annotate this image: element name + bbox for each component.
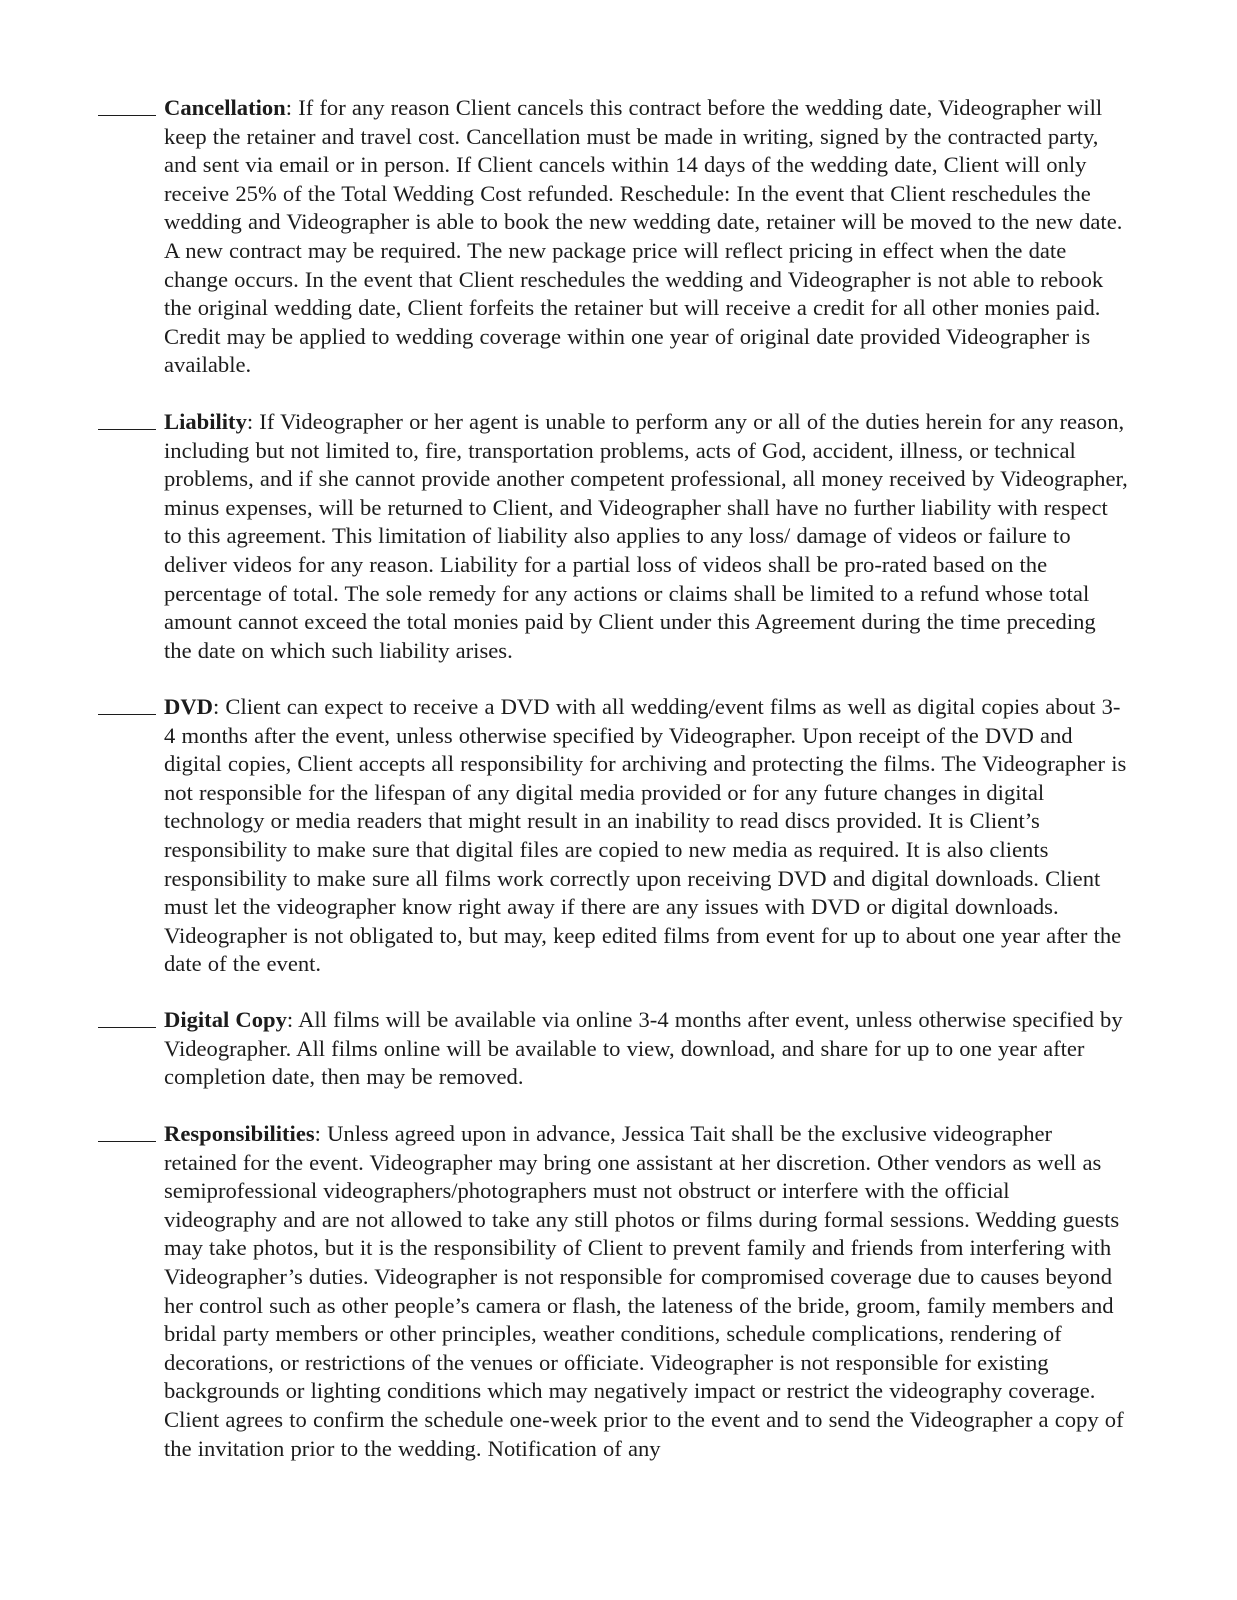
clause-digital-copy: [98, 1006, 1128, 1092]
clause-text: [164, 693, 1128, 979]
clause-text: [164, 1120, 1128, 1463]
clause-body: : If for any reason Client cancels this contract before the wedding date, Videographer will keep the retainer and travel cost. Cancellation must be made in writing, signed by the contracted party, and sent via email or in person. If Client cancels within 14 days of the wedding date, Client will only receive 25% of the Total Wedding Cost refunded. Reschedule: In the event that Client reschedules the wedding and Videographer is able to book the new wedding date, retainer will be moved to the new date. A new contract may be required. The new package price will reflect pricing in effect when the date change occurs. In the event that Client reschedules the wedding and Videographer is not able to rebook the original wedding date, Client forfeits the retainer but will receive a credit for all other monies paid. Credit may be applied to wedding coverage within one year of original date provided Videographer is available.: [164, 95, 1123, 378]
clause-term: Cancellation: [164, 95, 286, 120]
initial-line: [98, 1006, 156, 1028]
clause-cancellation: [98, 94, 1128, 380]
clause-dvd: [98, 693, 1128, 979]
initial-line: [98, 94, 156, 116]
clause-term: Digital Copy: [164, 1007, 287, 1032]
clause-body: : If Videographer or her agent is unable to perform any or all of the duties herein for any reason, including but not limited to, fire, transportation problems, acts of God, accident, illness, or technical problems, and if she cannot provide another competent professional, all money received by Videographer, minus expenses, will be returned to Client, and Videographer shall have no further liability with respect to this agreement. This limitation of liability also applies to any loss/ damage of videos or failure to deliver videos for any reason. Liability for a partial loss of videos shall be pro-rated based on the percentage of total. The sole remedy for any actions or claims shall be limited to a refund whose total amount cannot exceed the total monies paid by Client under this Agreement during the time preceding the date on which such liability arises.: [164, 409, 1128, 663]
clause-term: DVD: [164, 694, 213, 719]
clause-body: : Unless agreed upon in advance, Jessica Tait shall be the exclusive videographer retained for the event. Videographer may bring one assistant at her discretion. Other vendors as well as semiprofessional videographers/photographers must not obstruct or interfere with the official videography and are not allowed to take any still photos or films during formal sessions. Wedding guests may take photos, but it is the responsibility of Client to prevent family and friends from interfering with Videographer’s duties. Videographer is not responsible for compromised coverage due to causes beyond her control such as other people’s camera or flash, the lateness of the bride, groom, family members and bridal party members or other principles, weather conditions, schedule complications, rendering of decorations, or restrictions of the venues or officiate. Videographer is not responsible for existing backgrounds or lighting conditions which may negatively impact or restrict the videography coverage. Client agrees to confirm the schedule one-week prior to the event and to send the Videographer a copy of the invitation prior to the wedding. Notification of any: [164, 1121, 1124, 1461]
initial-line: [98, 408, 156, 430]
clause-term: Liability: [164, 409, 247, 434]
clause-text: [164, 1006, 1128, 1092]
clause-text: [164, 408, 1128, 665]
initial-line: [98, 1120, 156, 1142]
clause-body: : All films will be available via online 3-4 months after event, unless otherwise specified by Videographer. All films online will be available to view, download, and share for up to one year after completion date, then may be removed.: [164, 1007, 1123, 1090]
clause-term: Responsibilities: [164, 1121, 315, 1146]
clause-body: : Client can expect to receive a DVD with all wedding/event films as well as digital copies about 3-4 months after the event, unless otherwise specified by Videographer. Upon receipt of the DVD and digital copies, Client accepts all responsibility for archiving and protecting the films. The Videographer is not responsible for the lifespan of any digital media provided or for any future changes in digital technology or media readers that might result in an inability to read discs provided. It is Client’s responsibility to make sure that digital files are copied to new media as required. It is also clients responsibility to make sure all films work correctly upon receiving DVD and digital downloads. Client must let the videographer know right away if there are any issues with DVD or digital downloads. Videographer is not obligated to, but may, keep edited films from event for up to about one year after the date of the event.: [164, 694, 1127, 977]
initial-line: [98, 693, 156, 715]
clause-liability: [98, 408, 1128, 665]
clause-text: [164, 94, 1128, 380]
clause-responsibilities: [98, 1120, 1128, 1463]
